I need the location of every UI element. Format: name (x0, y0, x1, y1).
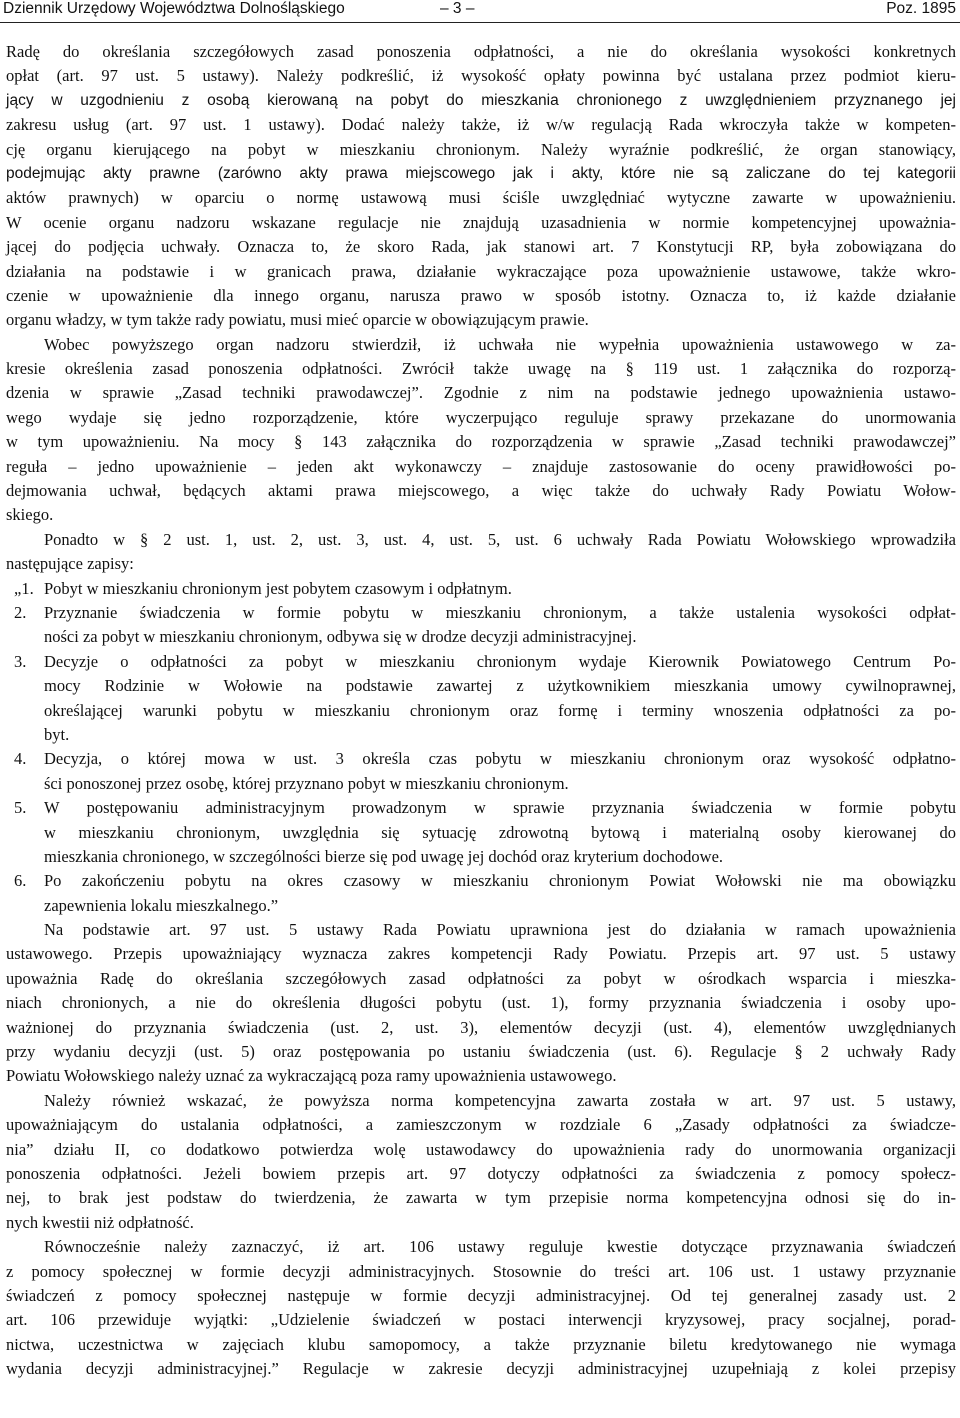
text-line: świadczeń z pomocy społecznej następuje w formie decyzji administracyjnej. Od tej generalnej zasady ust. 2 (6, 1285, 956, 1305)
text-line: Radę do określania szczegółowych zasad ponoszenia odpłatności, a nie do określania wysokości konkretnych (6, 42, 956, 61)
text-line: niach chronionych, a nie do określenia długości pobytu (ust. 1), formy przyznania świadczenia i osoby upo- (6, 993, 956, 1013)
text-line: aktów prawnych) w oparciu o normę ustawową musi ściśle uwzględniać wytyczne zawarte w upoważnieniu. (6, 188, 956, 208)
text-line: jący w uzgodnieniu z osobą kierowaną na pobyt do mieszkania chronionego z uwzględnieniem przyznanego jej (6, 91, 956, 109)
list-text: W postępowaniu administracyjnym prowadzonym w sprawie przyznania świadczenia w formie pobytu (44, 798, 956, 818)
list-text: mocy Rodzinie w Wołowie na podstawie zawartej z użytkownikiem mieszkania umowy cywilnoprawnej, (44, 676, 956, 696)
header-rule (0, 22, 960, 23)
list-text: ności za pobyt w mieszkaniu chronionym, odbywa się w drodze decyzji administracyjnej. (44, 627, 637, 647)
text-line: upoważniającym do ustalania odpłatności, a zamieszczonym w rozdziale 6 „Zasady odpłatności za świadcze- (6, 1115, 956, 1135)
text-line: reguła – jedno upoważnienie – jeden akt wykonawczy – znajduje zastosowanie do oceny prawidłowości po- (6, 456, 956, 476)
list-text: Przyznanie świadczenia w formie pobytu w mieszkaniu chronionym, a także ustalenia wysokości odpłat- (44, 602, 956, 622)
text-line: Powiatu Wołowskiego należy uznać za wykraczającą poza ramy upoważnienia ustawowego. (6, 1066, 617, 1086)
text-line: upoważnia Radę do określania szczegółowych zasad odpłatności za pobyt w ośrodkach wsparcia i mieszka- (6, 968, 956, 988)
text-line: z pomocy społecznej w formie decyzji administracyjnych. Stosownie do treści art. 106 ust. 1 ustawy przyznanie (6, 1261, 956, 1281)
text-line: wydania decyzji administracyjnej.” Regulacje w zakresie decyzji administracyjnej uzupełniają z kolei przepisy (6, 1359, 956, 1379)
list-text: byt. (44, 724, 70, 744)
text-line: nej, to brak jest podstaw do twierdzenia, że zawarta w tym przepisie norma kompetencyjna odnosi się do in- (6, 1188, 956, 1208)
list-text: określającej warunki pobytu w mieszkaniu chronionym oraz formę i terminy wnoszenia odpłatności za po- (44, 700, 956, 720)
text-line: dzenia w sprawie „Zasad techniki prawodawczej”. Zgodnie z nim na podstawie jednego upoważnienia ustawo- (6, 383, 956, 403)
text-line: Wobec powyższego organ nadzoru stwierdził, iż uchwała nie wypełnia upoważnienia ustawowego w za- (44, 334, 956, 354)
list-text: Po zakończeniu pobytu na okres czasowy w mieszkaniu chronionym Powiat Wołowski nie ma obowiązku (44, 871, 956, 891)
text-line: skiego. (6, 505, 54, 525)
list-text: w mieszkaniu chronionym, uwzględnia się sytuację zdrowotną bytową i materialną osoby kierowanej do (44, 822, 956, 842)
list-text: Decyzja, o której mowa w ust. 3 określa czas pobytu w mieszkaniu chronionym oraz wysokość odpłatno- (44, 749, 956, 769)
list-item (0, 601, 960, 625)
list-item (0, 796, 960, 820)
text-line: ustawowego. Przepis upoważniający wyznacza zakres kompetencji Rady Powiatu. Przepis art. 97 ust. 5 ustawy (6, 944, 956, 964)
text-line: nia” działu II, co dodatkowo potwierdza wolę ustawodawcy do upoważnienia rady do unormowania organizacji (6, 1139, 956, 1159)
text-line: zakresu usług (art. 97 ust. 1 ustawy). Dodać należy także, iż w/w regulacją Rada wkroczyła także w kompeten- (6, 115, 956, 135)
document-body (0, 40, 960, 1381)
list-text: zapewnienia lokalu mieszkalnego.” (44, 895, 279, 915)
text-line: następujące zapisy: (6, 554, 134, 574)
text-line: Należy również wskazać, że powyższa norma kompetencyjna zawarta została w art. 97 ust. 5 ustawy, (44, 1090, 956, 1110)
list-number: 5. (14, 798, 27, 818)
text-line: opłat (art. 97 ust. 5 ustawy). Należy podkreślić, iż wysokość opłaty powinna być ustalana przez podmiot kieru- (6, 66, 956, 86)
text-line: wego wydaje się jedno rozporządzenie, które wyczerpująco reguluje sprawy przekazane do unormowania (6, 407, 956, 427)
list-item (0, 747, 960, 771)
text-line: ważnionej do przyznania świadczenia (ust. 2, ust. 3), elementów decyzji (ust. 4), elementów uwzględnianych (6, 1017, 956, 1037)
list-text: mieszkania chronionego, w szczególności bierze się pod uwagę jej dochód oraz kryterium dochodowe. (44, 846, 724, 866)
journal-title: Dziennik Urzędowy Województwa Dolnośląskiego (3, 0, 345, 17)
list-item (0, 650, 960, 674)
list-number: „1. (14, 578, 34, 598)
list-number: 2. (14, 602, 27, 622)
text-line: Na podstawie art. 97 ust. 5 ustawy Rada Powiatu uprawniona jest do działania w ramach upoważnienia (44, 920, 956, 940)
text-line: organu władzy, w tym także rady powiatu, musi mieć oparcie w obowiązującym prawie. (6, 310, 589, 330)
text-line: jącej do podjęcia uchwały. Oznacza to, że skoro Rada, jak stanowi art. 7 Konstytucji RP, była zobowiązana do (6, 237, 956, 257)
list-text: Pobyt w mieszkaniu chronionym jest pobytem czasowym i odpłatnym. (44, 578, 512, 598)
text-line: Równocześnie należy zaznaczyć, iż art. 106 ustawy reguluje kwestie dotyczące przyznawania świadczeń (44, 1237, 956, 1257)
text-line: działania na podstawie i w granicach prawa, działanie wykraczające poza upoważnienie ustawowe, także wkro- (6, 261, 956, 281)
text-line: nych kwestii niż odpłatność. (6, 1212, 194, 1232)
list-text: Decyzje o odpłatności za pobyt w mieszkaniu chronionym wydaje Kierownik Powiatowego Centrum Po- (44, 651, 956, 671)
text-line: kresie określenia zasad ponoszenia odpłatności. Zwrócił także uwagę na § 119 ust. 1 załącznika do rozporzą- (6, 359, 956, 379)
text-line: W ocenie organu nadzoru wskazane regulacje nie znajdują uzasadnienia w normie kompetencyjnej upoważnia- (6, 212, 956, 232)
list-item (0, 869, 960, 893)
text-line: podejmując akty prawne (zarówno akty prawa miejscowego jak i akty, które nie są zaliczane do tej kategorii (6, 164, 956, 182)
list-number: 4. (14, 749, 27, 769)
text-line: dejmowania uchwał, będących aktami prawa miejscowego, a więc także do uchwały Rady Powiatu Wołow- (6, 481, 956, 501)
position-number: Poz. 1895 (886, 0, 956, 17)
list-number: 6. (14, 871, 27, 891)
text-line: przy wydaniu decyzji (ust. 5) oraz postępowania po ustaniu świadczenia (ust. 6). Regulacje § 2 uchwały Rady (6, 1042, 956, 1062)
list-text: ści ponoszonej przez osobę, której przyznano pobyt w mieszkaniu chronionym. (44, 773, 569, 793)
text-line: cję organu kierującego na pobyt w mieszkaniu chronionym. Należy wyraźnie podkreślić, że organ stanowiący, (6, 139, 956, 159)
text-line: w tym upoważnieniu. Na mocy § 143 załącznika do rozporządzenia w sprawie „Zasad techniki prawodawczej” (6, 432, 956, 452)
text-line: ponoszenia odpłatności. Jeżeli bowiem przepis art. 97 dotyczy odpłatności za świadczenia z pomocy społecz- (6, 1163, 956, 1183)
list-number: 3. (14, 651, 27, 671)
page-header (0, 0, 960, 24)
text-line: art. 106 przewiduje wyjątki: „Udzielenie świadczeń w postaci interwencji kryzysowej, pracy socjalnej, porad- (6, 1310, 956, 1330)
text-line: nictwa, uczestnictwa w zajęciach klubu samopomocy, a także przyznanie biletu kredytowanego nie wymaga (6, 1334, 956, 1354)
text-line: Ponadto w § 2 ust. 1, ust. 2, ust. 3, ust. 4, ust. 5, ust. 6 uchwały Rada Powiatu Wołowskiego wprowadziła (44, 529, 956, 549)
list-item (0, 577, 960, 601)
page-number: – 3 – (440, 0, 475, 17)
text-line: czenie w upoważnienie dla innego organu, narusza prawo w sposób istotny. Oznacza to, iż każde działanie (6, 285, 956, 305)
